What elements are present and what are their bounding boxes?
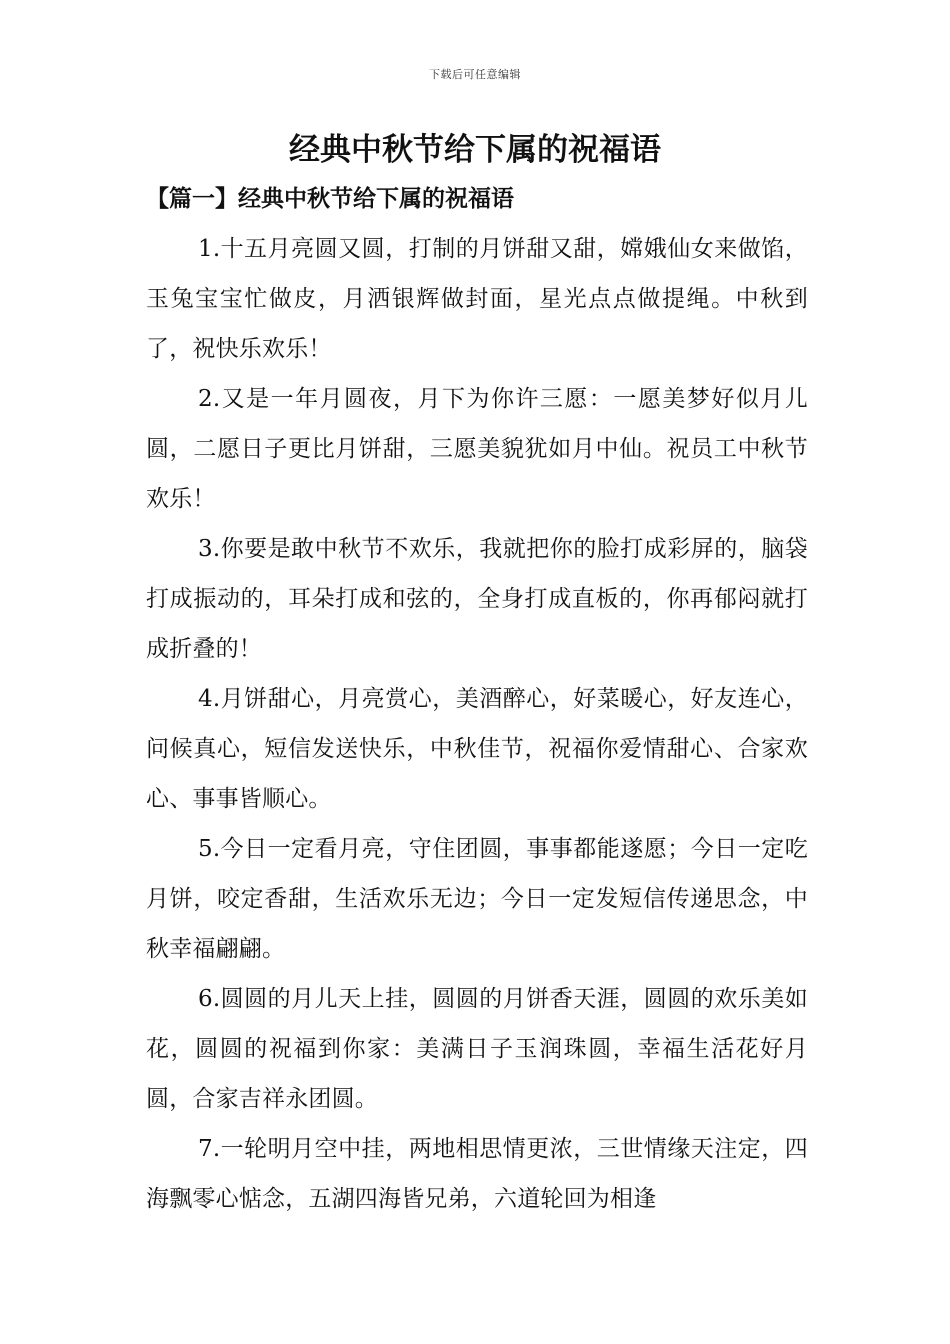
paragraph-4: 4.月饼甜心，月亮赏心，美酒醉心，好菜暖心，好友连心，问候真心，短信发送快乐，中秋佳节，祝福你爱情甜心、合家欢心、事事皆顺心。 [146, 686, 808, 812]
paragraph-1: 1.十五月亮圆又圆，打制的月饼甜又甜，嫦娥仙女来做馅，玉兔宝宝忙做皮，月洒银辉做封面，星光点点做提绳。中秋到了，祝快乐欢乐！ [146, 236, 808, 362]
paragraph-3: 3.你要是敢中秋节不欢乐，我就把你的脸打成彩屏的，脑袋打成振动的，耳朵打成和弦的，全身打成直板的，你再郁闷就打成折叠的！ [146, 536, 808, 662]
page-title: 经典中秋节给下属的祝福语 [289, 132, 661, 168]
document-body [146, 224, 808, 1224]
paragraph-6: 6.圆圆的月儿天上挂，圆圆的月饼香天涯，圆圆的欢乐美如花，圆圆的祝福到你家：美满日子玉润珠圆，幸福生活花好月圆，合家吉祥永团圆。 [146, 986, 808, 1112]
paragraph-7: 7.一轮明月空中挂，两地相思情更浓，三世情缘天注定，四海飘零心惦念，五湖四海皆兄弟，六道轮回为相逢 [146, 1136, 808, 1212]
section-heading: 【篇一】经典中秋节给下属的祝福语 [146, 185, 514, 212]
paragraph-2: 2.又是一年月圆夜，月下为你许三愿：一愿美梦好似月儿圆，二愿日子更比月饼甜，三愿美貌犹如月中仙。祝员工中秋节欢乐！ [146, 386, 808, 512]
paragraph-5: 5.今日一定看月亮，守住团圆，事事都能遂愿；今日一定吃月饼，咬定香甜，生活欢乐无边；今日一定发短信传递思念，中秋幸福翩翩。 [146, 836, 808, 962]
header-note: 下载后可任意编辑 [429, 68, 521, 81]
